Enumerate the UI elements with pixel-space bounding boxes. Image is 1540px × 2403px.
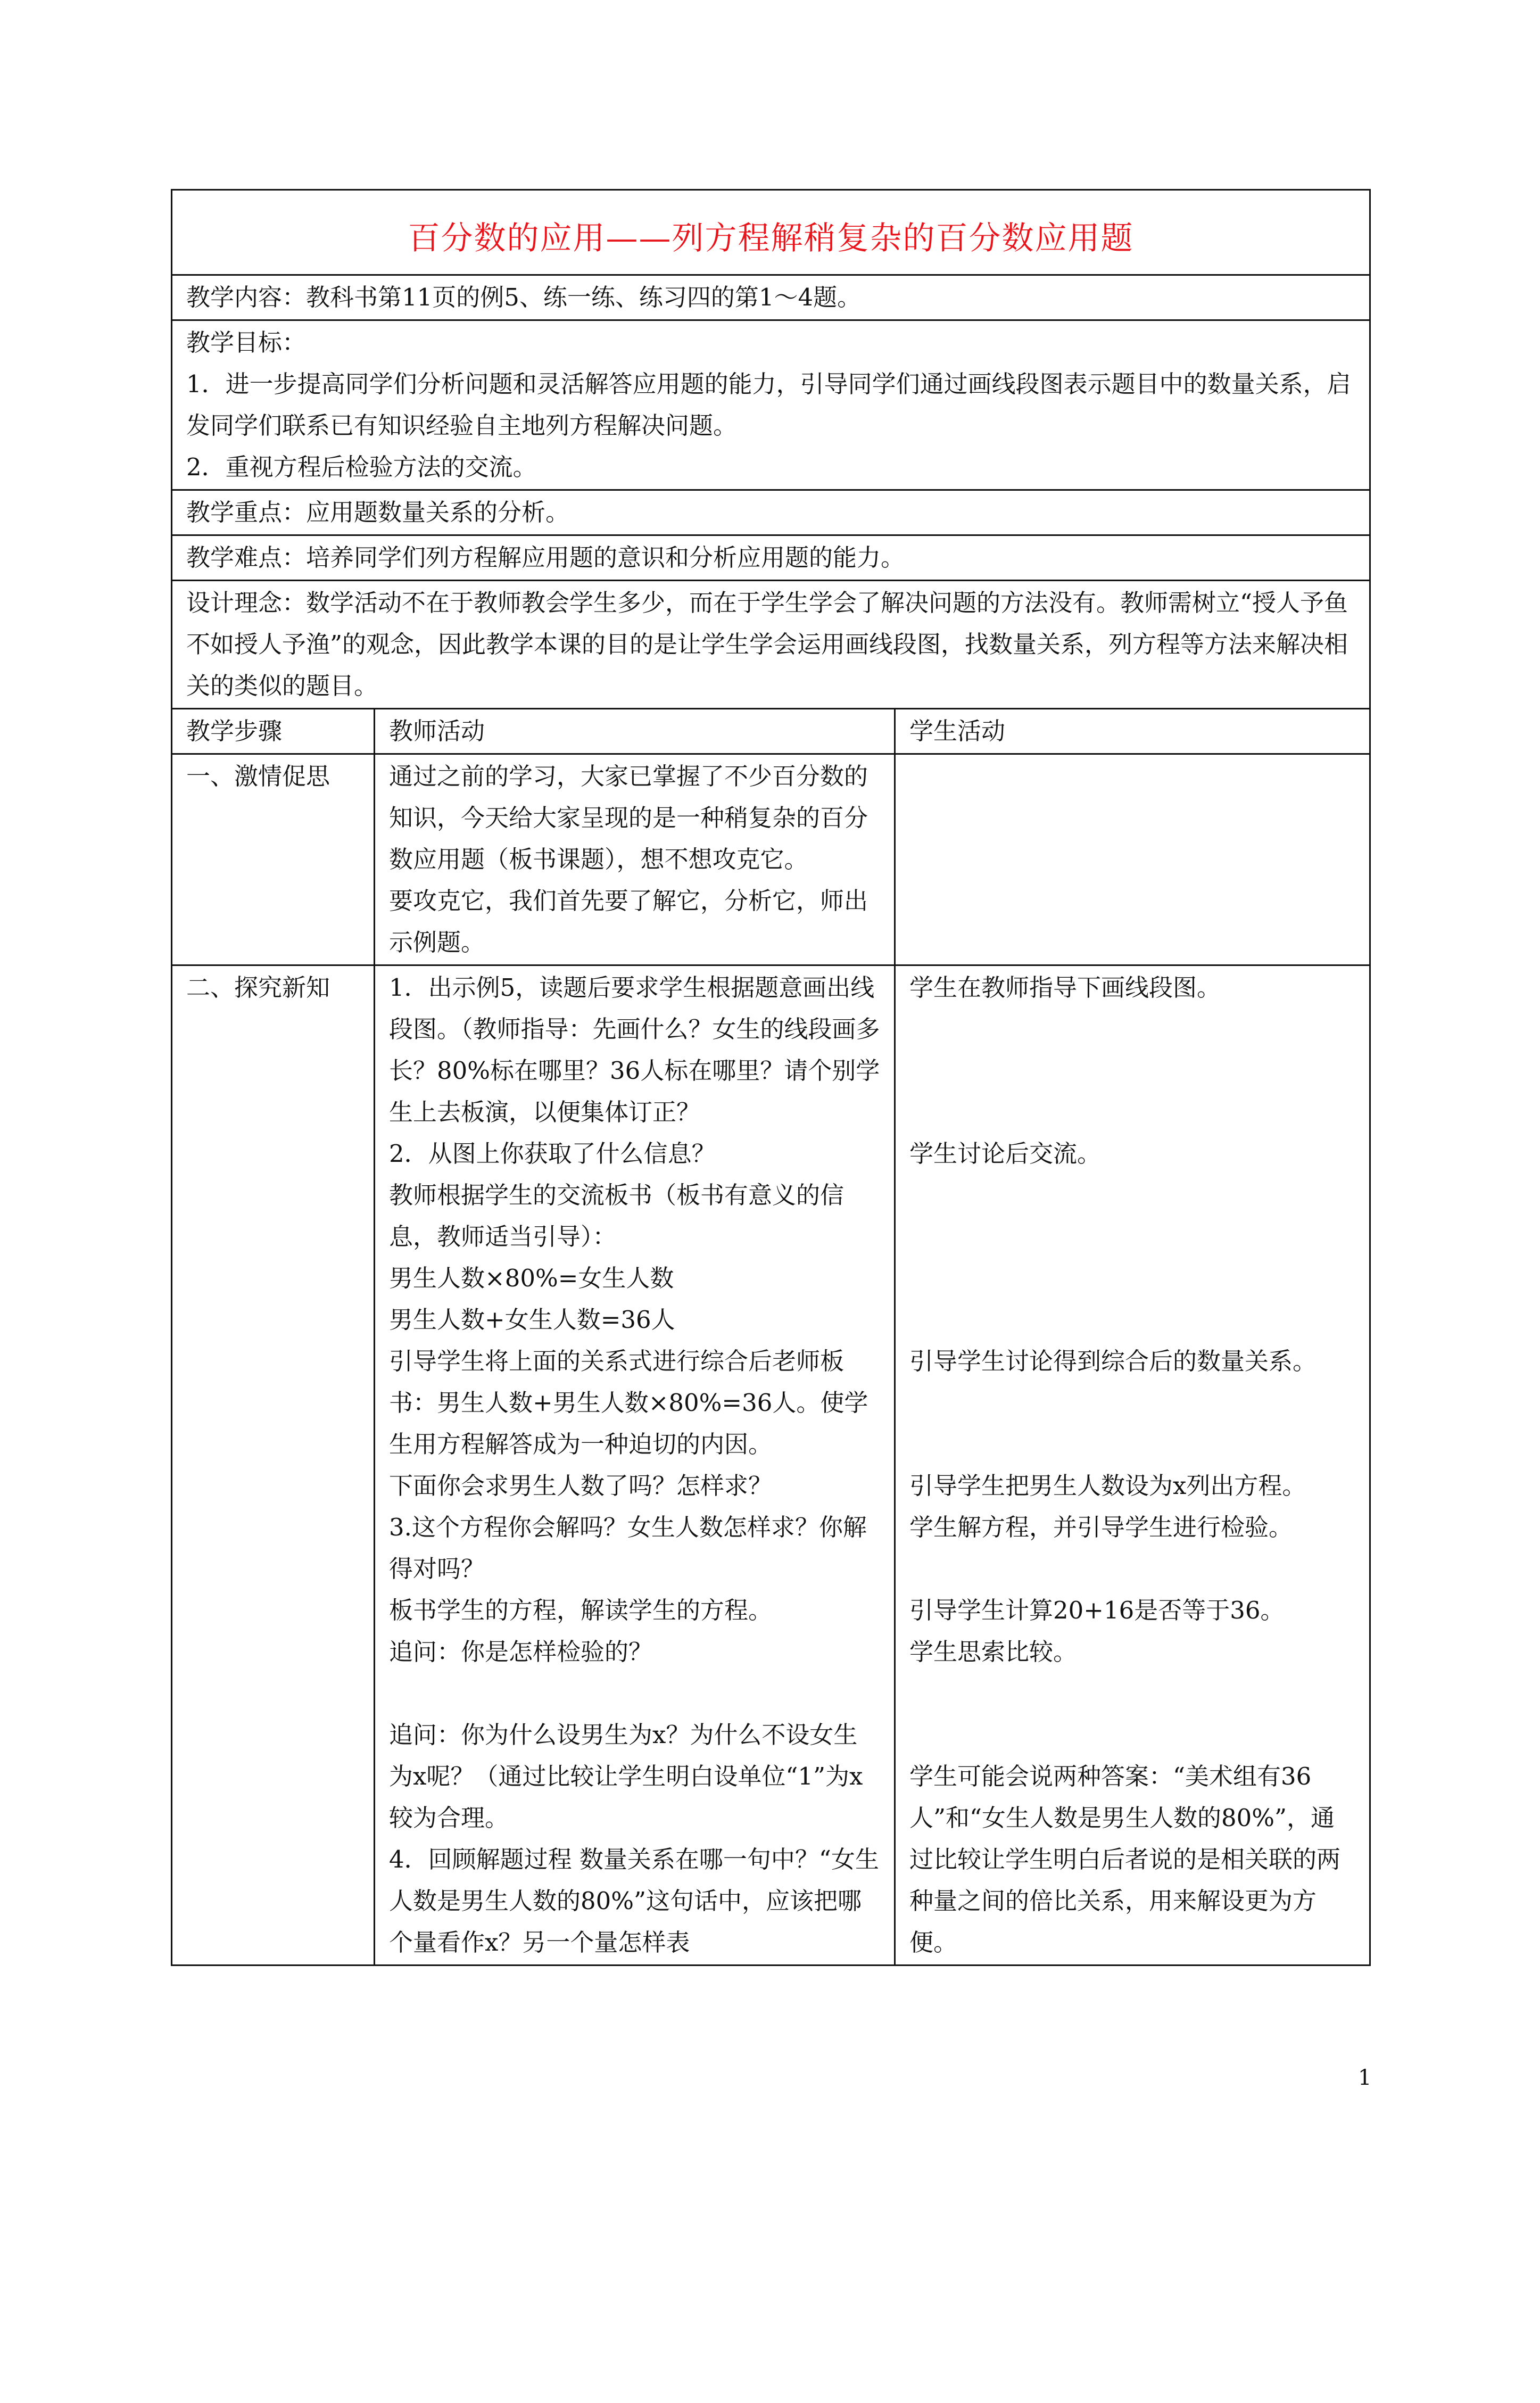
step-name: 二、探究新知	[172, 965, 375, 1966]
step-name: 一、激情促思	[172, 754, 375, 965]
student-line-spacer	[909, 1548, 1355, 1590]
teacher-line: 追问：你为什么设男生为x？为什么不设女生为x呢？（通过比较让学生明白设单位“1”为x较为合理。	[389, 1721, 863, 1832]
teacher-line: 要攻克它，我们首先要了解它，分析它，师出示例题。	[389, 887, 868, 956]
difficulty: 教学难点：培养同学们列方程解应用题的意识和分析应用题的能力。	[172, 535, 1370, 581]
student-line-spacer	[909, 1714, 1355, 1756]
teacher-line-spacer	[389, 1673, 880, 1714]
student-line-spacer	[909, 1050, 1355, 1092]
teaching-content: 教学内容：教科书第11页的例5、练一练、练习四的第1～4题。	[172, 275, 1370, 320]
teaching-objectives	[172, 320, 1370, 490]
student-line: 学生可能会说两种答案：“美术组有36人”和“女生人数是男生人数的80%”，通过比较让学生明白后者说的是相关联的两种量之间的倍比关系，用来解设更为方便。	[909, 1762, 1341, 1956]
student-line: 学生讨论后交流。	[909, 1139, 1102, 1168]
objective-item: 1．进一步提高同学们分析问题和灵活解答应用题的能力，引导同学们通过画线段图表示题目中的数量关系，启发同学们联系已有知识经验自主地列方程解决问题。	[186, 370, 1351, 440]
page-number: 1	[1358, 2066, 1372, 2090]
teacher-line: 4．回顾解题过程 数量关系在哪一句中？“女生人数是男生人数的80%”这句话中，应该把哪个量看作x？另一个量怎样表	[389, 1845, 879, 1956]
teacher-line: 男生人数+女生人数=36人	[389, 1306, 675, 1334]
document-title: 百分数的应用——列方程解稍复杂的百分数应用题	[172, 190, 1370, 275]
student-line-spacer	[909, 1258, 1355, 1299]
student-line-spacer	[909, 1175, 1355, 1216]
teacher-line: 引导学生将上面的关系式进行综合后老师板书：男生人数+男生人数×80%=36人。使学生用方程解答成为一种迫切的内因。	[389, 1347, 868, 1458]
teacher-activity	[375, 965, 895, 1966]
student-activity	[895, 754, 1370, 965]
student-line-spacer	[909, 1382, 1355, 1424]
objectives-heading: 教学目标：	[186, 328, 307, 357]
teacher-line: 2．从图上你获取了什么信息？	[389, 1139, 716, 1168]
teacher-line: 追问：你是怎样检验的？	[389, 1638, 653, 1666]
student-line-spacer	[909, 1092, 1355, 1133]
student-line: 引导学生计算20+16是否等于36。	[909, 1596, 1285, 1624]
header-student: 学生活动	[895, 709, 1370, 754]
student-line-spacer	[909, 1424, 1355, 1465]
student-line: 引导学生把男生人数设为x列出方程。	[909, 1472, 1306, 1500]
header-teacher: 教师活动	[375, 709, 895, 754]
student-activity	[895, 965, 1370, 1966]
key-point: 教学重点：应用题数量关系的分析。	[172, 490, 1370, 535]
student-line: 学生思索比较。	[909, 1638, 1078, 1666]
teacher-line: 1．出示例5，读题后要求学生根据题意画出线段图。（教师指导：先画什么？女生的线段画多长？80%标在哪里？36人标在哪里？请个别学生上去板演，以便集体订正？	[389, 973, 880, 1126]
header-steps: 教学步骤	[172, 709, 375, 754]
objective-item: 2．重视方程后检验方法的交流。	[186, 453, 537, 481]
teacher-line: 教师根据学生的交流板书（板书有意义的信息，教师适当引导）：	[389, 1181, 844, 1251]
teacher-line: 下面你会求男生人数了吗？怎样求？	[389, 1472, 773, 1500]
student-line: 引导学生讨论得到综合后的数量关系。	[909, 1347, 1317, 1375]
teacher-line: 3.这个方程你会解吗？女生人数怎样求？你解得对吗？	[389, 1513, 867, 1583]
design-concept: 设计理念：数学活动不在于教师教会学生多少，而在于学生学会了解决问题的方法没有。教师需树立“授人予鱼不如授人予渔”的观念，因此教学本课的目的是让学生学会运用画线段图，找数量关系，列方程等方法来解决相关的类似的题目。	[172, 581, 1370, 709]
student-line-spacer	[909, 1009, 1355, 1050]
student-line-spacer	[909, 1216, 1355, 1258]
teacher-activity	[375, 754, 895, 965]
student-line: 学生在教师指导下画线段图。	[909, 973, 1221, 1002]
lesson-plan-document	[171, 189, 1372, 2403]
student-line: 学生解方程，并引导学生进行检验。	[909, 1513, 1293, 1541]
teacher-line: 板书学生的方程，解读学生的方程。	[389, 1596, 773, 1624]
teacher-line: 男生人数×80%=女生人数	[389, 1264, 674, 1292]
lesson-plan-table	[171, 189, 1371, 1966]
student-line-spacer	[909, 1299, 1355, 1341]
student-line-spacer	[909, 1673, 1355, 1714]
teacher-line: 通过之前的学习，大家已掌握了不少百分数的知识，今天给大家呈现的是一种稍复杂的百分数应用题（板书课题），想不想攻克它。	[389, 762, 868, 873]
